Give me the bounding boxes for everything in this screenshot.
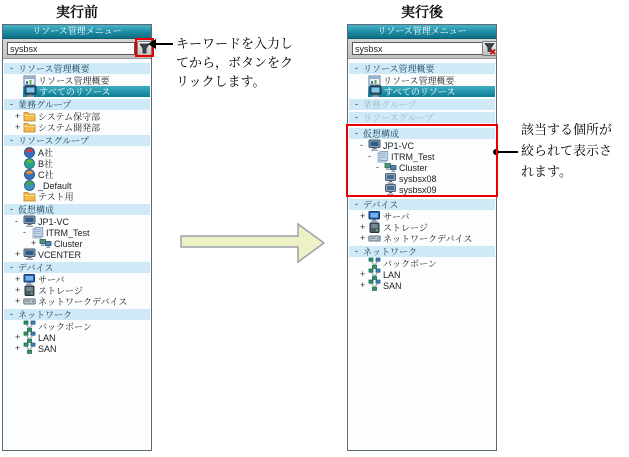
tree-item-label: ITRM_Test <box>46 227 90 238</box>
tree-item-content <box>384 173 496 184</box>
highlight-red-box <box>346 124 498 197</box>
collapse-minus-icon[interactable]: - <box>360 140 363 150</box>
tree-item-content <box>363 128 495 139</box>
host-icon <box>384 183 397 196</box>
tree-item-label: バックボーン <box>383 259 437 269</box>
expand-plus-icon[interactable]: + <box>15 285 21 295</box>
tree-item-label: リソースグループ <box>18 136 89 146</box>
netdev-icon <box>23 295 36 308</box>
tree-item[interactable] <box>348 162 496 173</box>
tree-item[interactable] <box>3 249 151 260</box>
folder-icon <box>23 121 36 134</box>
tree-item-content <box>23 332 151 343</box>
tree-item-label: システム保守部 <box>38 112 101 122</box>
tree-item[interactable] <box>348 233 496 244</box>
expand-plus-icon[interactable]: + <box>15 122 21 132</box>
tree-item[interactable] <box>348 280 496 291</box>
resource-menu-panel-before <box>2 24 152 451</box>
tree-item-label: すべてのリソース <box>384 87 456 97</box>
tree-item-label: LAN <box>383 269 401 280</box>
tree-item-label: B社 <box>38 159 54 169</box>
collapse-minus-icon[interactable]: - <box>10 309 13 319</box>
tree-item-content <box>23 343 151 354</box>
tree-item-label: SAN <box>383 280 402 291</box>
tree-item-content <box>18 99 150 110</box>
tree-section-header[interactable] <box>4 63 150 74</box>
expand-plus-icon[interactable]: + <box>360 211 366 221</box>
tree-item-content <box>368 233 496 244</box>
tree-item-content <box>18 309 150 320</box>
vc-server-icon <box>23 248 36 261</box>
resource-tree-before <box>3 59 151 354</box>
tree-item[interactable] <box>3 227 151 238</box>
collapse-minus-icon[interactable]: - <box>355 128 358 138</box>
annotation-text: れます。 <box>521 164 572 179</box>
tree-section-header[interactable] <box>4 99 150 110</box>
expand-plus-icon[interactable]: + <box>360 222 366 232</box>
tree-item-label: Cluster <box>54 238 83 249</box>
tree-section-header[interactable] <box>349 63 495 74</box>
annotation-text: 絞られて表示さ <box>521 143 613 158</box>
netdev-icon <box>368 232 381 245</box>
expand-plus-icon[interactable]: + <box>15 111 21 121</box>
expand-plus-icon[interactable]: + <box>15 343 21 353</box>
search-strip <box>348 39 496 59</box>
annotation-text: てから，ボタンをク <box>176 55 294 70</box>
search-strip <box>3 39 151 59</box>
expand-plus-icon[interactable]: + <box>15 332 21 342</box>
tree-item-content <box>23 122 151 133</box>
tree-item-label: sysbsx08 <box>399 173 437 184</box>
tree-item-label: デバイス <box>18 263 54 273</box>
tree-item-label: sysbsx09 <box>399 184 437 195</box>
tree-item-label: サーバ <box>38 275 65 285</box>
tree-item-label: Cluster <box>399 162 428 173</box>
resource-menu-panel-after <box>347 24 497 451</box>
tree-item-label: すべてのリソース <box>39 87 111 97</box>
tree-item-content <box>368 258 496 269</box>
tree-item[interactable] <box>3 216 151 227</box>
tree-item-content <box>18 204 150 215</box>
tree-item-label: ネットワーク <box>18 310 73 320</box>
tree-item-content <box>368 86 495 97</box>
filter-clear-icon <box>483 42 496 55</box>
network-icon <box>23 342 36 355</box>
tree-item-content <box>368 269 496 280</box>
collapse-minus-icon[interactable]: - <box>23 227 26 237</box>
tree-item-content <box>363 63 495 74</box>
annotation-text: リックします。 <box>176 74 266 89</box>
tree-item-label: ネットワークデバイス <box>383 234 473 244</box>
tree-section-header[interactable] <box>349 99 495 110</box>
collapse-minus-icon[interactable]: - <box>355 63 358 73</box>
collapse-minus-icon[interactable]: - <box>355 99 358 109</box>
tree-item-label: サーバ <box>383 212 410 222</box>
collapse-minus-icon[interactable]: - <box>355 199 358 209</box>
tree-item-content <box>363 99 495 110</box>
tree-section-header[interactable] <box>4 262 150 273</box>
annotation-text: 該当する個所が <box>521 122 613 137</box>
collapse-minus-icon[interactable]: - <box>10 63 13 73</box>
annotation-line-right <box>498 151 518 153</box>
tree-item-label: 業務グループ <box>18 100 72 110</box>
tree-item-label: ネットワークデバイス <box>38 297 128 307</box>
annotation-text: キーワードを入力し <box>176 36 294 51</box>
tree-item-label: C社 <box>38 170 54 180</box>
panel-header: リソース管理メニュー <box>3 25 151 39</box>
expand-plus-icon[interactable]: + <box>15 274 21 284</box>
tree-item-content <box>23 86 150 97</box>
tree-item-label: SAN <box>38 343 57 354</box>
tree-item-content <box>368 280 496 291</box>
tree-item-content <box>39 238 151 249</box>
collapse-minus-icon[interactable]: - <box>10 204 13 214</box>
expand-plus-icon[interactable]: + <box>15 249 21 259</box>
tree-item-label: JP1-VC <box>383 140 415 151</box>
expand-plus-icon[interactable]: + <box>360 280 366 290</box>
tree-item[interactable] <box>348 86 496 97</box>
tree-section-header[interactable] <box>4 204 150 215</box>
tree-item[interactable] <box>3 296 151 307</box>
tree-item[interactable] <box>3 343 151 354</box>
tree-item-label: A社 <box>38 148 54 158</box>
tree-section-header[interactable] <box>4 135 150 146</box>
tree-item-label: JP1-VC <box>38 216 70 227</box>
tree-item-content <box>23 169 151 180</box>
tree-item-label: ITRM_Test <box>391 151 435 162</box>
tree-item-label: ネットワーク <box>363 247 418 257</box>
collapse-minus-icon[interactable]: - <box>10 135 13 145</box>
tree-item-content <box>23 249 151 260</box>
after-title: 実行後 <box>401 4 443 20</box>
tree-item-label: 仮想構成 <box>363 129 400 139</box>
resource-tree-after <box>348 59 496 291</box>
tree-item-label: ストレージ <box>38 286 83 296</box>
network-icon <box>368 279 381 292</box>
tree-item-content <box>18 262 150 273</box>
tree-item[interactable] <box>348 151 496 162</box>
annotation-left <box>176 34 293 91</box>
tree-item-label: _Default <box>38 180 72 191</box>
keyword-input[interactable] <box>7 42 135 55</box>
collapse-minus-icon[interactable]: - <box>10 99 13 109</box>
tree-item-label: ストレージ <box>383 223 428 233</box>
tree-item-label: VCENTER <box>38 249 82 260</box>
tree-item-content <box>23 191 151 202</box>
tree-item[interactable] <box>3 122 151 133</box>
tree-item-content <box>384 184 496 195</box>
tree-item-content <box>23 296 151 307</box>
tree-item-label: リソース管理概要 <box>18 64 90 74</box>
tree-item[interactable] <box>348 184 496 195</box>
tree-section-header[interactable] <box>349 112 495 123</box>
collapse-minus-icon[interactable]: - <box>10 262 13 272</box>
transition-arrow <box>177 220 329 266</box>
tree-item-label: システム開発部 <box>38 123 101 133</box>
collapse-minus-icon[interactable]: - <box>15 216 18 226</box>
tree-item[interactable] <box>348 140 496 151</box>
expand-plus-icon[interactable]: + <box>15 296 21 306</box>
tree-item-content <box>363 246 495 257</box>
tree-item-content <box>363 112 495 123</box>
panel-header: リソース管理メニュー <box>348 25 496 39</box>
collapse-minus-icon[interactable]: - <box>355 246 358 256</box>
tree-item-label: LAN <box>38 332 56 343</box>
tree-section-header[interactable] <box>349 199 495 210</box>
annotation-right <box>521 119 612 182</box>
expand-plus-icon[interactable]: + <box>360 233 366 243</box>
collapse-minus-icon[interactable]: - <box>368 151 371 161</box>
tree-item-label: リソース管理概要 <box>38 76 110 86</box>
tree-item-content <box>23 321 151 332</box>
keyword-input[interactable] <box>352 42 483 55</box>
resources-icon <box>369 85 382 98</box>
tree-item-content <box>384 162 496 173</box>
resources-icon <box>24 85 37 98</box>
tree-item-label: 業務グループ <box>363 100 417 110</box>
tree-item-content <box>18 63 150 74</box>
tree-item-label: 仮想構成 <box>18 205 55 215</box>
filter-clear-button[interactable] <box>482 41 497 56</box>
expand-plus-icon[interactable]: + <box>31 238 37 248</box>
tree-section-header[interactable] <box>349 128 495 139</box>
tree-item-label: テスト用 <box>38 192 74 202</box>
before-title: 実行前 <box>56 4 98 20</box>
collapse-minus-icon[interactable]: - <box>355 112 358 122</box>
tree-item[interactable] <box>3 86 151 97</box>
tree-item[interactable] <box>348 173 496 184</box>
tree-item-label: デバイス <box>363 200 399 210</box>
tree-item[interactable] <box>3 191 151 202</box>
collapse-minus-icon[interactable]: - <box>376 162 379 172</box>
tree-section-header[interactable] <box>4 309 150 320</box>
expand-plus-icon[interactable]: + <box>360 269 366 279</box>
folder-icon <box>23 190 36 203</box>
tree-section-header[interactable] <box>349 246 495 257</box>
tree-item-label: リソースグループ <box>363 113 434 123</box>
annotation-line-left <box>155 43 173 45</box>
tree-item-content <box>363 199 495 210</box>
tree-item-label: リソース管理概要 <box>363 64 435 74</box>
tree-item-label: バックボーン <box>38 322 92 332</box>
tree-item-content <box>18 135 150 146</box>
tree-item-label: リソース管理概要 <box>383 76 455 86</box>
